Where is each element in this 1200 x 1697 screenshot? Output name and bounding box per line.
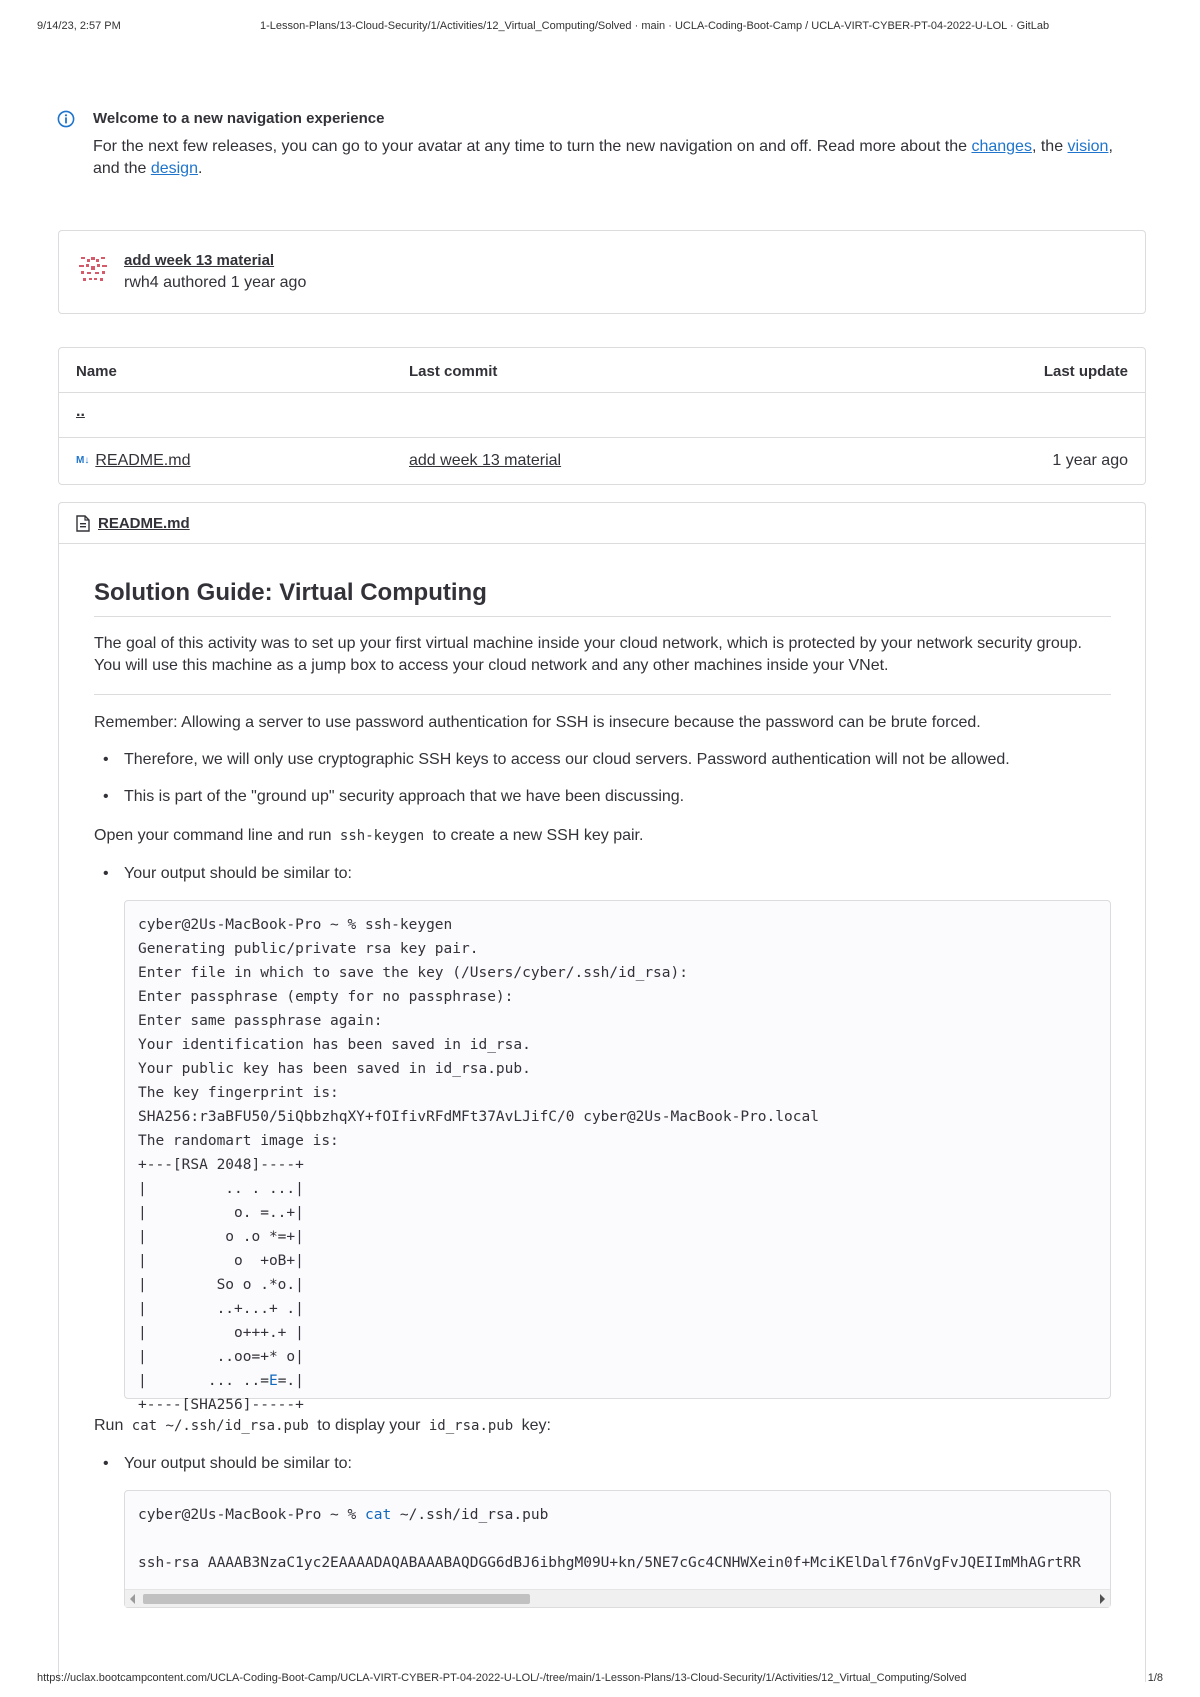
- code-line: The randomart image is:: [138, 1133, 339, 1149]
- file-updated: 1 year ago: [1052, 452, 1128, 469]
- print-url: https://uclax.bootcampcontent.com/UCLA-Coding-Boot-Camp/UCLA-VIRT-CYBER-PT-04-2022-U-LOL/-/tree/main/1-Lesson-Plans/13-Cloud-Security/1/Activities/12_Virtual_Computing/Solved: [37, 1672, 967, 1684]
- file-link-readme[interactable]: README.md: [95, 452, 191, 469]
- readme-filename-link[interactable]: README.md: [98, 515, 190, 532]
- alert-title: Welcome to a new navigation experience: [93, 110, 385, 127]
- code-line: | ... ..=E=.|: [138, 1373, 304, 1389]
- inline-code: ssh-keygen: [339, 828, 425, 844]
- list-item: • Therefore, we will only use cryptographic SSH keys to access our cloud servers. Password authentication will not be allowed.: [124, 749, 1010, 771]
- identicon-avatar[interactable]: [77, 253, 109, 285]
- horizontal-rule: [94, 694, 1111, 695]
- code-line: +----[SHA256]-----+: [138, 1397, 304, 1413]
- code-line: | o +oB+|: [138, 1253, 304, 1269]
- code-block-keygen[interactable]: [124, 900, 1111, 1413]
- inline-code: cat ~/.ssh/id_rsa.pub: [131, 1418, 309, 1434]
- code-line: SHA256:r3aBFU50/5iQbbzhqXY+fOIfivRFdMFt37AvLJifC/0 cyber@2Us-MacBook-Pro.local: [138, 1109, 819, 1125]
- paragraph-text: key:: [517, 1417, 551, 1434]
- code-block-content: [125, 1491, 1110, 1587]
- intro-paragraph: The goal of this activity was to set up your first virtual machine inside your cloud network, which is protected by your network security group. You will use this machine as a jump box to access your cloud network and any other machines inside your VNet.: [94, 635, 1082, 674]
- run-cat-paragraph: [94, 1415, 551, 1437]
- changes-link[interactable]: changes: [971, 138, 1032, 155]
- inline-code: id_rsa.pub: [428, 1418, 514, 1434]
- scrollbar-thumb[interactable]: [143, 1594, 530, 1604]
- column-header-last-update: Last update: [1043, 363, 1128, 380]
- remember-paragraph: Remember: Allowing a server to use password authentication for SSH is insecure because the password can be brute forced.: [94, 714, 981, 731]
- code-pubkey: ssh-rsa AAAAB3NzaC1yc2EAAAADAQABAAABAQDGG6dBJ6ibhgM09U+kn/5NE7cGc4CNHWXein0f+MciKElDalf76nVgFvJQEIImMhAGrtRR: [138, 1555, 1081, 1571]
- code-line: The key fingerprint is:: [138, 1085, 339, 1101]
- list-item: • This is part of the "ground up" security approach that we have been discussing.: [124, 786, 684, 808]
- code-line: Generating public/private rsa key pair.: [138, 941, 479, 957]
- vision-link[interactable]: vision: [1067, 138, 1109, 155]
- alert-text: , the: [1031, 138, 1068, 155]
- table-row[interactable]: [59, 438, 1145, 483]
- heading-divider: [94, 616, 1111, 617]
- code-argument: ~/.ssh/id_rsa.pub: [391, 1507, 549, 1523]
- code-line: Enter passphrase (empty for no passphrase):: [138, 989, 514, 1005]
- print-date: 9/14/23, 2:57 PM: [37, 20, 121, 32]
- paragraph-text: Open your command line and run: [94, 827, 336, 844]
- print-page-number: 1/8: [1147, 1672, 1163, 1684]
- parent-directory-link[interactable]: ..: [76, 403, 85, 420]
- file-icon: [76, 515, 90, 532]
- file-commit-link[interactable]: add week 13 material: [409, 452, 562, 469]
- table-header-row: [59, 348, 1145, 393]
- code-line: | o .o *=+|: [138, 1229, 304, 1245]
- code-line: | o+++.+ |: [138, 1325, 304, 1341]
- design-link[interactable]: design: [150, 160, 198, 177]
- code-block-content: [125, 901, 1110, 1429]
- code-line: Your public key has been saved in id_rsa.pub.: [138, 1061, 531, 1077]
- list-item: • Your output should be similar to:: [124, 1453, 352, 1475]
- scroll-right-arrow-icon[interactable]: [1100, 1594, 1105, 1604]
- code-line: Enter file in which to save the key (/Users/cyber/.ssh/id_rsa):: [138, 965, 688, 981]
- list-item: • Your output should be similar to:: [124, 863, 352, 885]
- code-line: | o. =..+|: [138, 1205, 304, 1221]
- column-header-last-commit: Last commit: [409, 363, 498, 380]
- column-header-name: Name: [76, 363, 117, 380]
- file-name-cell: [76, 452, 190, 470]
- paragraph-text: to display your: [312, 1417, 425, 1434]
- horizontal-scrollbar[interactable]: [125, 1589, 1110, 1607]
- code-line: | So o .*o.|: [138, 1277, 304, 1293]
- alert-text: For the next few releases, you can go to your avatar at any time to turn the new navigation on and off. Read more about the: [93, 138, 972, 155]
- code-line: cyber@2Us-MacBook-Pro ~ % ssh-keygen: [138, 917, 453, 933]
- open-command-line-paragraph: [94, 825, 643, 847]
- scroll-left-arrow-icon[interactable]: [130, 1594, 135, 1604]
- code-line: | .. . ...|: [138, 1181, 304, 1197]
- code-line: | ..oo=+* o|: [138, 1349, 304, 1365]
- readme-viewer: [58, 502, 1146, 1682]
- code-prompt: cyber@2Us-MacBook-Pro ~ %: [138, 1507, 365, 1523]
- code-line: | ..+...+ .|: [138, 1301, 304, 1317]
- alert-body: [93, 136, 1133, 180]
- code-command: cat: [364, 1507, 392, 1523]
- code-line: Enter same passphrase again:: [138, 1013, 383, 1029]
- code-line: +---[RSA 2048]----+: [138, 1157, 304, 1173]
- alert-text: .: [197, 160, 203, 177]
- commit-title-link[interactable]: add week 13 material: [124, 252, 275, 269]
- code-line: Your identification has been saved in id_rsa.: [138, 1037, 531, 1053]
- file-tree-table: [58, 347, 1146, 485]
- parent-directory-row[interactable]: [59, 393, 1145, 438]
- alert-text: , and the: [93, 138, 1113, 177]
- readme-heading: Solution Guide: Virtual Computing: [94, 579, 487, 606]
- info-icon: [57, 110, 75, 128]
- print-title: 1-Lesson-Plans/13-Cloud-Security/1/Activities/12_Virtual_Computing/Solved · main · UCLA-Coding-Boot-Camp / UCLA-VIRT-CYBER-PT-04-2022-U-LOL · GitLab: [260, 20, 1050, 32]
- paragraph-text: Run: [94, 1417, 128, 1434]
- last-commit-box: [58, 230, 1146, 314]
- commit-meta: rwh4 authored 1 year ago: [124, 274, 307, 291]
- code-block-pubkey[interactable]: [124, 1490, 1111, 1608]
- markdown-icon: M↓: [76, 455, 90, 466]
- paragraph-text: to create a new SSH key pair.: [428, 827, 644, 844]
- readme-header: [59, 503, 1145, 544]
